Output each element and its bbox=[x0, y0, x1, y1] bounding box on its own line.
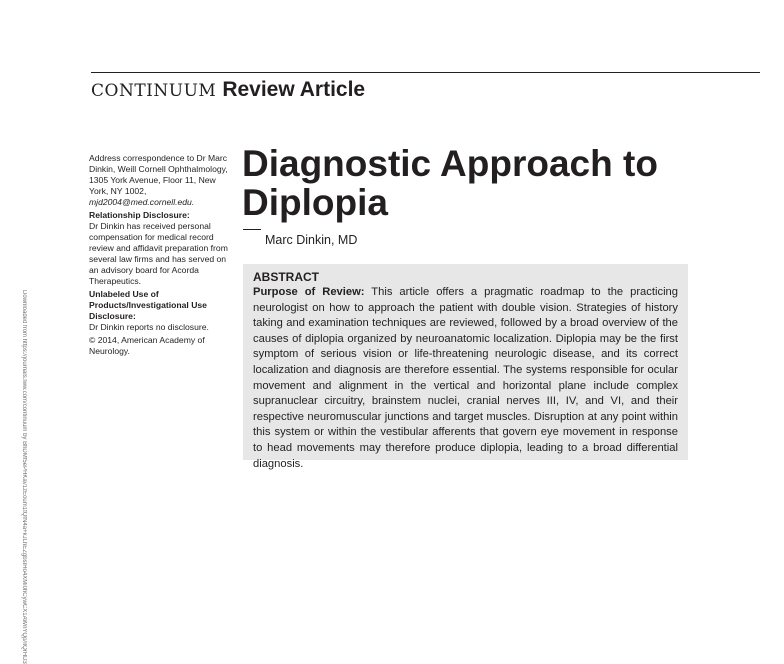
article-title: Diagnostic Approach to Diplopia bbox=[242, 143, 658, 223]
correspondence bbox=[89, 153, 229, 208]
abstract-heading: ABSTRACT bbox=[253, 270, 319, 284]
article-author: Marc Dinkin, MD bbox=[265, 233, 358, 247]
relationship-heading: Relationship Disclosure: bbox=[89, 210, 190, 220]
header-rule bbox=[91, 72, 760, 73]
correspondence-email[interactable]: mjd2004@med.cornell.edu. bbox=[89, 197, 195, 207]
unlabeled-use-disclosure bbox=[89, 289, 229, 333]
copyright: © 2014, American Academy of Neurology. bbox=[89, 335, 205, 356]
article-sidebar bbox=[89, 153, 229, 359]
abstract-body bbox=[253, 285, 678, 472]
author-rule bbox=[243, 229, 261, 230]
correspondence-address: Address correspondence to Dr Marc Dinkin, Weill Cornell Ophthalmology, 1305 York Avenue, Floor 11, New York, NY 1002, bbox=[89, 153, 228, 196]
journal-name: CONTINUUM bbox=[91, 81, 217, 101]
relationship-disclosure bbox=[89, 210, 229, 287]
download-margin-note: Downloaded from https://journals.lww.com/continuum by BhDMf5ePHKav1zEoum1tQfN4a+kJLhEZgbsIHo4XMi0hCywCX1AWnYQp/IlQrHD3 bbox=[21, 290, 27, 664]
abstract-text: This article offers a pragmatic roadmap to the practicing neurologist on how to approach the patient with double vision. Strategies of history taking and examination techniques are reviewed, followed by a broad overview of the causes of diplopia organized by neuroanatomic localization. Diplopia may be the first symptom of serious vision or life-threatening neurologic disease, and its correct localization and diagnosis are therefore essential. The systems responsible for ocular movement and alignment in the vertical and horizontal plane include complex supranuclear circuitry, brainstem nuclei, cranial nerves III, IV, and VI, and their respective neuromuscular junctions and target muscles. Disruption at any point within this system or within the vestibular afferents that govern eye movement in response to head movements may therefore produce diplopia, leading to a broad differential diagnosis. bbox=[253, 286, 678, 470]
article-type: Review Article bbox=[222, 78, 366, 101]
unlabeled-heading: Unlabeled Use of Products/Investigational Use Disclosure: bbox=[89, 289, 207, 321]
abstract-lead: Purpose of Review: bbox=[253, 286, 365, 298]
unlabeled-text: Dr Dinkin reports no disclosure. bbox=[89, 322, 209, 332]
abstract-box bbox=[243, 264, 688, 470]
relationship-text: Dr Dinkin has received personal compensation for medical record review and affidavit preparation from several law firms and has served on an advisory board for Acorda Therapeutics. bbox=[89, 221, 228, 286]
journal-header bbox=[91, 77, 365, 104]
